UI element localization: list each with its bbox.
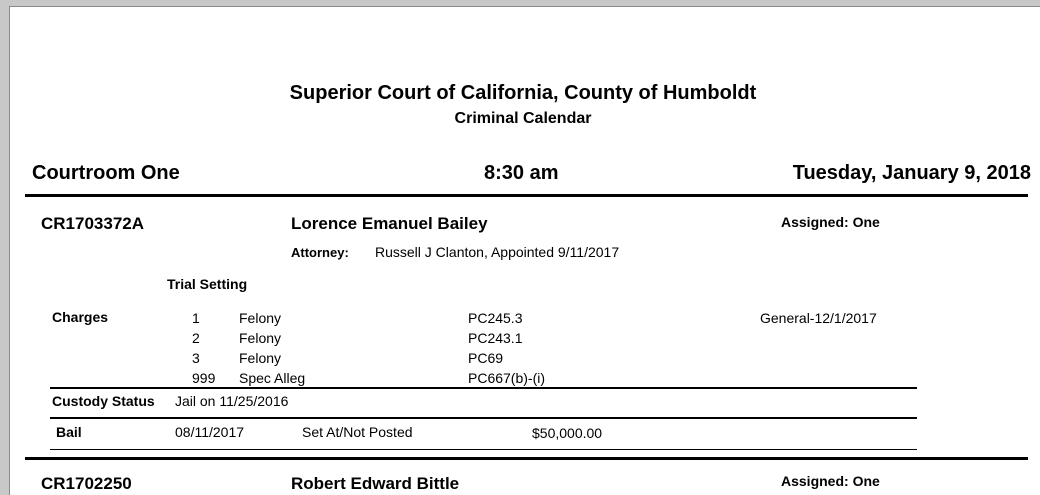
charge-count: 2: [192, 330, 200, 346]
bail-rule: [50, 449, 917, 450]
charge-code: PC69: [468, 350, 504, 366]
charge-count: 999: [192, 370, 216, 386]
bail-amount: $50,000.00: [532, 425, 603, 441]
charge-code: PC667(b)-(i): [468, 370, 546, 386]
session-time: 8:30 am: [484, 162, 559, 184]
calendar-date: Tuesday, January 9, 2018: [792, 162, 1031, 184]
attorney-value: Russell J Clanton, Appointed 9/11/2017: [375, 244, 620, 260]
charges-rule: [50, 387, 917, 389]
custody-label: Custody Status: [52, 393, 155, 409]
case-separator: [25, 457, 1028, 460]
defendant-name: Robert Edward Bittle: [291, 474, 460, 493]
bail-date: 08/11/2017: [175, 424, 245, 440]
charge-level: Spec Alleg: [239, 370, 306, 386]
charge-count: 3: [192, 350, 200, 366]
calendar-page: [9, 6, 1040, 495]
charge-count: 1: [192, 310, 200, 326]
charge-level: Felony: [239, 350, 282, 366]
defendant-name: Lorence Emanuel Bailey: [291, 214, 488, 233]
case-number: CR1703372A: [41, 214, 145, 233]
charge-note: General-12/1/2017: [760, 310, 877, 326]
charge-code: PC243.1: [468, 330, 523, 346]
courtroom-label: Courtroom One: [32, 162, 180, 184]
custody-rule: [50, 417, 917, 419]
charge-level: Felony: [239, 310, 282, 326]
charges-label: Charges: [52, 309, 109, 325]
custody-value: Jail on 11/25/2016: [175, 393, 289, 409]
bail-status: Set At/Not Posted: [302, 424, 413, 440]
assigned-dept: Assigned: One: [781, 473, 880, 489]
attorney-label: Attorney:: [291, 245, 349, 260]
charge-level: Felony: [239, 330, 282, 346]
bail-label: Bail: [56, 424, 82, 440]
court-title: Superior Court of California, County of Humboldt: [289, 82, 757, 104]
charge-code: PC245.3: [468, 310, 523, 326]
calendar-title: Criminal Calendar: [454, 110, 592, 127]
header-rule: [25, 194, 1028, 197]
hearing-type: Trial Setting: [167, 276, 248, 292]
assigned-dept: Assigned: One: [781, 214, 880, 230]
case-number: CR1702250: [41, 474, 132, 493]
